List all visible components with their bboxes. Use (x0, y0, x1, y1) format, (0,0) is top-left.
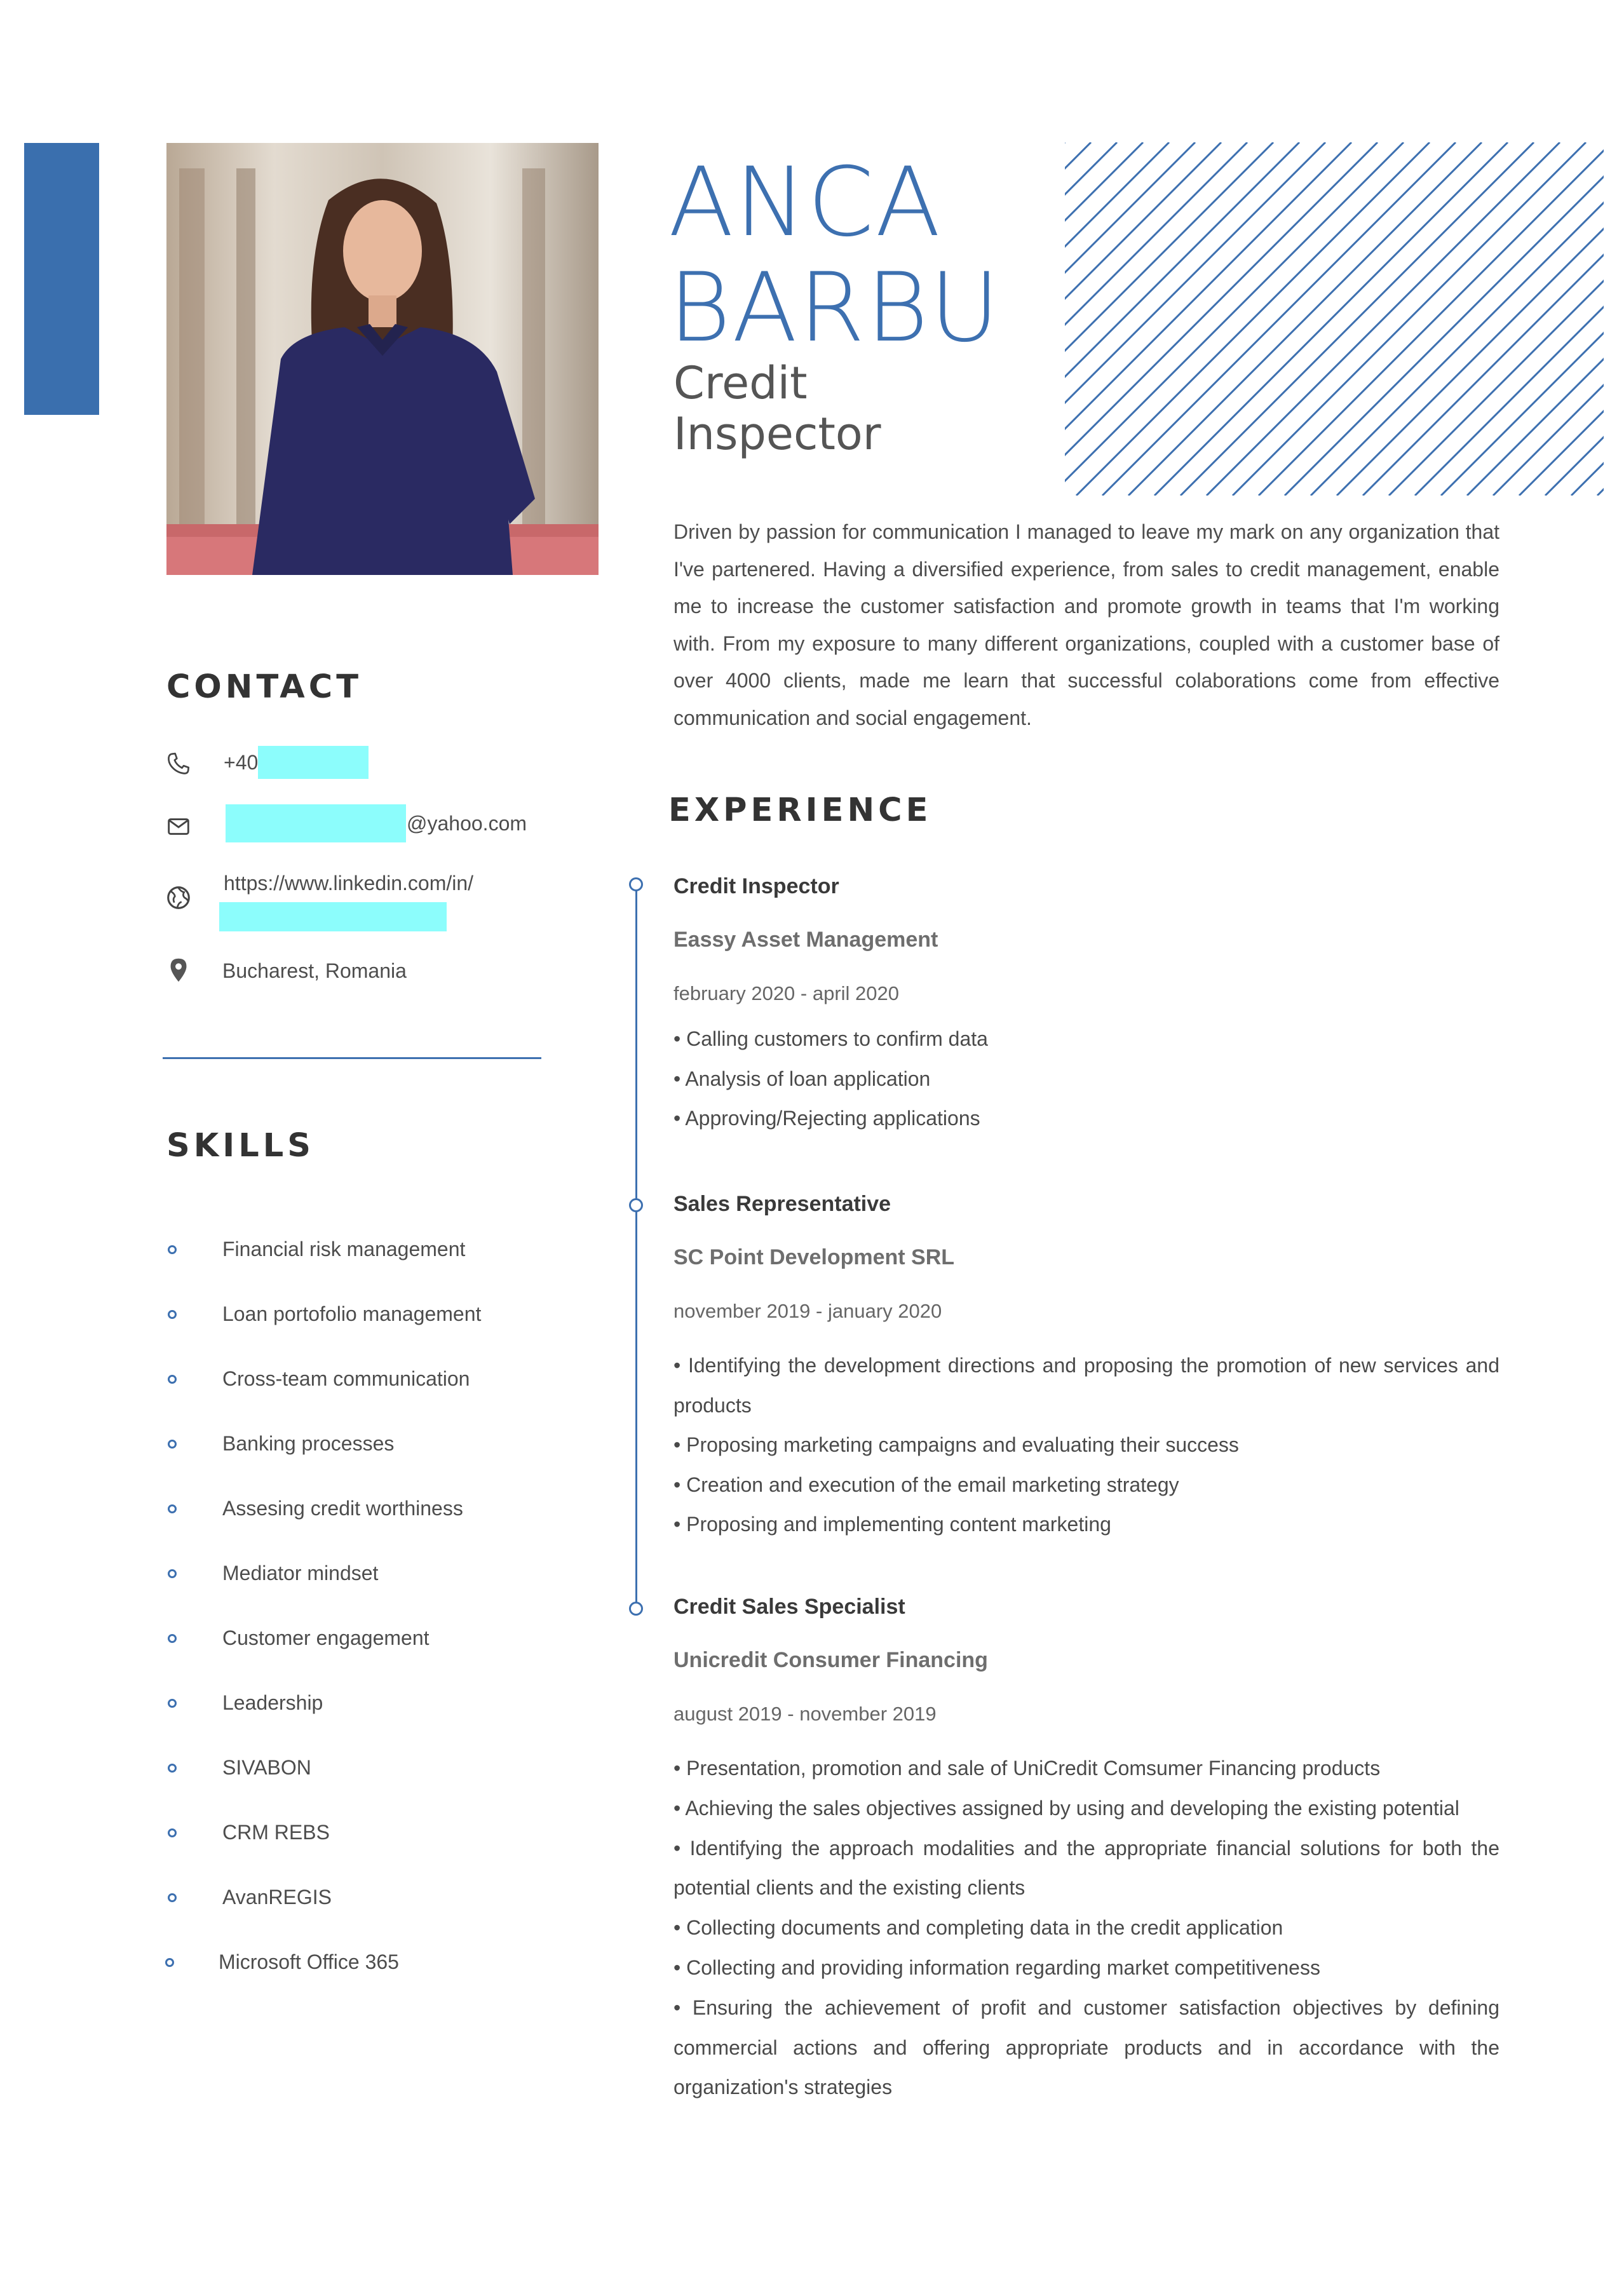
hatch-line (1076, 142, 1430, 496)
skill-bullet (168, 1375, 177, 1384)
job-bullets (673, 1748, 1499, 2107)
skill-bullet (168, 1893, 177, 1902)
job-bullet: • Achieving the sales objectives assigned by using and developing the existing potential (673, 1796, 1459, 1820)
skill-bullet (168, 1634, 177, 1643)
hatch-line (1259, 142, 1604, 496)
email-suffix: @yahoo.com (407, 812, 527, 835)
job-bullet: • Ensuring the achievement of profit and customer satisfaction objectives by defining commercial actions and offering appropriate products and in accordance with the organization's strategies (673, 1996, 1499, 2099)
skill-item: Banking processes (222, 1432, 395, 1455)
skill-bullet (168, 1310, 177, 1319)
skill-item: Microsoft Office 365 (219, 1950, 399, 1973)
globe-icon (164, 883, 193, 912)
last-name: BARBU (668, 253, 1001, 363)
role-line-1: Credit (673, 357, 808, 409)
phone-icon (164, 750, 193, 779)
skill-bullet (168, 1245, 177, 1254)
job-bullet: • Approving/Rejecting applications (673, 1107, 980, 1130)
location-text: Bucharest, Romania (222, 959, 407, 982)
timeline-line (635, 884, 637, 1614)
skill-bullet (168, 1828, 177, 1837)
hatch-line (1493, 142, 1604, 496)
job-dates: august 2019 - november 2019 (673, 1703, 937, 1725)
skill-item: Mediator mindset (222, 1562, 379, 1584)
job-dates: february 2020 - april 2020 (673, 982, 900, 1004)
experience-heading: EXPERIENCE (668, 792, 932, 829)
skill-item: Cross-team communication (222, 1367, 470, 1390)
job-bullet: • Collecting and providing information regarding market competitiveness (673, 1956, 1320, 1979)
skill-bullet (165, 1958, 174, 1967)
skill-bullet (168, 1440, 177, 1449)
job-bullet: • Calling customers to confirm data (673, 1027, 988, 1050)
hatch-line (1415, 142, 1604, 496)
hatch-line (1181, 142, 1534, 496)
hatch-line (1285, 142, 1604, 496)
hatch-line (1441, 142, 1604, 496)
job-title: Sales Representative (673, 1192, 891, 1216)
hatch-line (1207, 142, 1560, 496)
phone-text (224, 751, 258, 774)
profile-photo (166, 143, 599, 575)
job-company: SC Point Development SRL (673, 1245, 955, 1269)
job-bullet: • Identifying the development directions and proposing the promotion of new services and products (673, 1354, 1499, 1417)
skill-bullet (168, 1764, 177, 1773)
skills-heading: SKILLS (166, 1127, 315, 1165)
hatch-line (1233, 142, 1586, 496)
phone-prefix: +40 (224, 751, 259, 774)
job-bullet: • Proposing and implementing content marketing (673, 1513, 1111, 1536)
skill-bullet (168, 1699, 177, 1708)
section-divider (163, 1057, 541, 1059)
job-bullets (673, 1346, 1499, 1544)
skill-item: SIVABON (222, 1756, 311, 1779)
skill-item: Customer engagement (222, 1626, 430, 1649)
envelope-icon (164, 812, 193, 841)
skill-bullet (168, 1569, 177, 1578)
job-bullet: • Presentation, promotion and sale of UniCredit Comsumer Financing products (673, 1757, 1381, 1780)
profile-summary: Driven by passion for communication I managed to leave my mark on any organization that I've partenered. Having a diversified experience, from sales to credit management, enable me to increase the customer satisfaction and promote growth in teams that I'm working with. From my exposure to many different organizations, coupled with a customer base of over 4000 clients, made me learn that successful colaborations come from effective communication and social engagement. (673, 520, 1499, 729)
job-company: Eassy Asset Management (673, 928, 938, 952)
hatch-line (1128, 142, 1482, 496)
job-dates: november 2019 - january 2020 (673, 1300, 942, 1322)
accent-bar (24, 143, 99, 415)
hatch-line (1154, 142, 1508, 496)
job-bullet: • Identifying the approach modalities and the appropriate financial solutions for both the potential clients and the existing clients (673, 1836, 1499, 1900)
job-title: Credit Inspector (673, 874, 839, 898)
linkedin-redaction (219, 902, 447, 931)
role-line-2: Inspector (673, 408, 881, 460)
timeline-dot (629, 877, 643, 891)
skill-item: CRM REBS (222, 1821, 330, 1844)
job-title: Credit Sales Specialist (673, 1595, 905, 1619)
job-company: Unicredit Consumer Financing (673, 1648, 988, 1672)
job-bullet: • Collecting documents and completing data in the credit application (673, 1916, 1283, 1940)
hatch-line (1102, 142, 1456, 496)
skill-item: Loan portofolio management (222, 1302, 482, 1325)
first-name: ANCA (668, 147, 942, 258)
skill-item: Leadership (222, 1691, 323, 1714)
timeline-dot (629, 1198, 643, 1212)
skill-item: AvanREGIS (222, 1886, 332, 1909)
linkedin-link[interactable]: https://www.linkedin.com/in/ (224, 872, 474, 895)
hatch-pattern (1065, 142, 1604, 496)
hatch-line (1065, 142, 1169, 496)
job-bullet: • Creation and execution of the email marketing strategy (673, 1473, 1179, 1496)
email-redaction (226, 804, 406, 842)
contact-heading: CONTACT (166, 668, 362, 706)
location-pin-icon (164, 956, 193, 985)
hatch-line (1363, 142, 1604, 496)
job-bullet: • Proposing marketing campaigns and evaluating their success (673, 1433, 1239, 1456)
phone-redaction (258, 746, 369, 779)
job-bullets (673, 1019, 1499, 1138)
skill-item: Financial risk management (222, 1238, 466, 1260)
skill-bullet (168, 1504, 177, 1513)
hatch-line (1545, 142, 1604, 496)
job-bullet: • Analysis of loan application (673, 1067, 931, 1090)
timeline-dot (629, 1602, 643, 1616)
skill-item: Assesing credit worthiness (222, 1497, 463, 1520)
